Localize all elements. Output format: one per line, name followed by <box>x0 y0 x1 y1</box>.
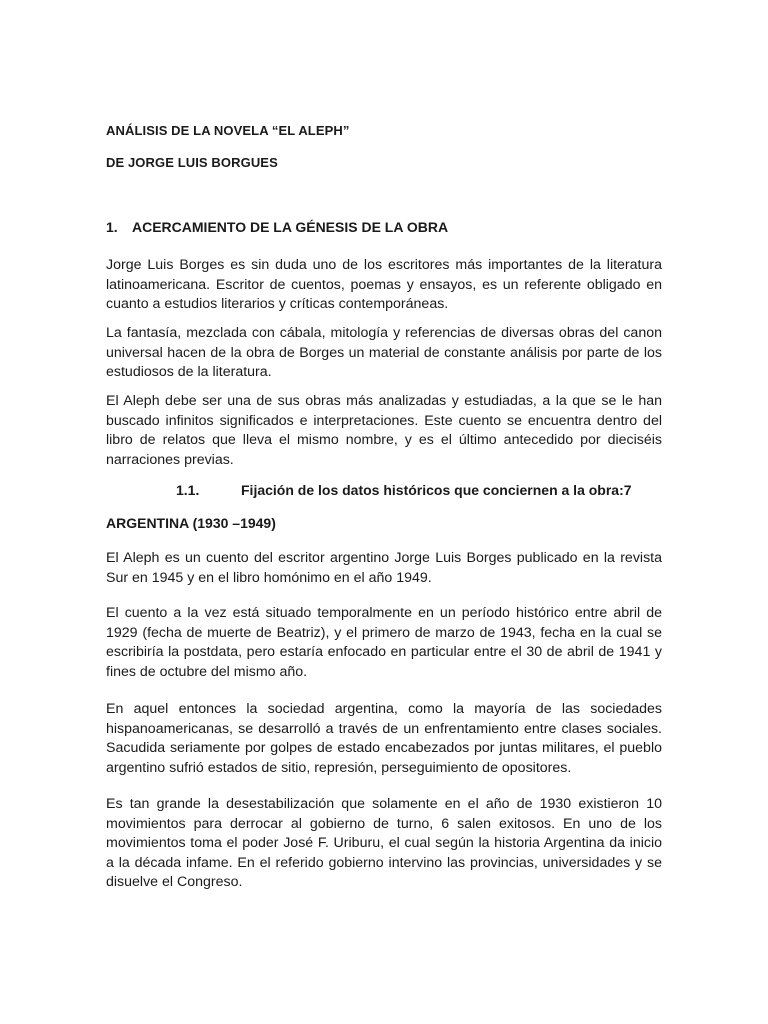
paragraph-intro-2: La fantasía, mezclada con cábala, mitología y referencias de diversas obras del canon universal hacen de la obra de Borges un material de constante análisis por parte de los estudiosos de la literatura. <box>106 325 662 380</box>
section-number: 1. <box>106 219 118 235</box>
paragraph-body-3: En aquel entonces la sociedad argentina, como la mayoría de las sociedades hispanoamericanas, se desarrolló a través de un enfrentamiento entre clases sociales. Sacudida seriamente por golpes de estado encabezados por juntas militares, el pueblo argentino sufrió estados de sitio, represión, perseguimiento de opositores. <box>106 701 662 776</box>
paragraph-body-2: El cuento a la vez está situado temporalmente en un período histórico entre abril de 1929 (fecha de muerte de Beatriz), y el primero de marzo de 1943, fecha en la cual se escribiría la postdata, pero estaría enfocado en particular entre el 30 de abril de 1941 y fines de octubre del mismo año. <box>106 605 662 680</box>
subsection-title: Fijación de los datos históricos que conciernen a la obra:7 <box>241 482 632 498</box>
paragraph-intro-3: El Aleph debe ser una de sus obras más analizadas y estudiadas, a la que se le han buscado infinitos significados e interpretaciones. Este cuento se encuentra dentro del libro de relatos que lleva el mismo nombre, y es el último antecedido por dieciséis narraciones previas. <box>106 393 662 468</box>
argentina-heading: ARGENTINA (1930 –1949) <box>106 515 276 531</box>
paragraph-body-4: Es tan grande la desestabilización que solamente en el año de 1930 existieron 10 movimientos para derrocar al gobierno de turno, 6 salen exitosos. En uno de los movimientos toma el poder José F. Uriburu, el cual según la historia Argentina da inicio a la década infame. En el referido gobierno intervino las provincias, universidades y se disuelve el Congreso. <box>106 796 662 890</box>
subsection-heading <box>176 481 656 499</box>
section-title: ACERCAMIENTO DE LA GÉNESIS DE LA OBRA <box>132 219 449 235</box>
paragraph-intro-1: Jorge Luis Borges es sin duda uno de los escritores más importantes de la literatura latinoamericana. Escritor de cuentos, poemas y ensayos, es un referente obligado en cuanto a estudios literarios y críticas contemporáneas. <box>106 257 662 312</box>
document-title: ANÁLISIS DE LA NOVELA “EL ALEPH” <box>106 123 350 138</box>
document-subtitle: DE JORGE LUIS BORGUES <box>106 155 278 170</box>
paragraph-body-1: El Aleph es un cuento del escritor argentino Jorge Luis Borges publicado en la revista Sur en 1945 y en el libro homónimo en el año 1949. <box>106 550 662 586</box>
section-heading-1 <box>106 218 662 236</box>
subsection-number: 1.1. <box>176 482 200 498</box>
